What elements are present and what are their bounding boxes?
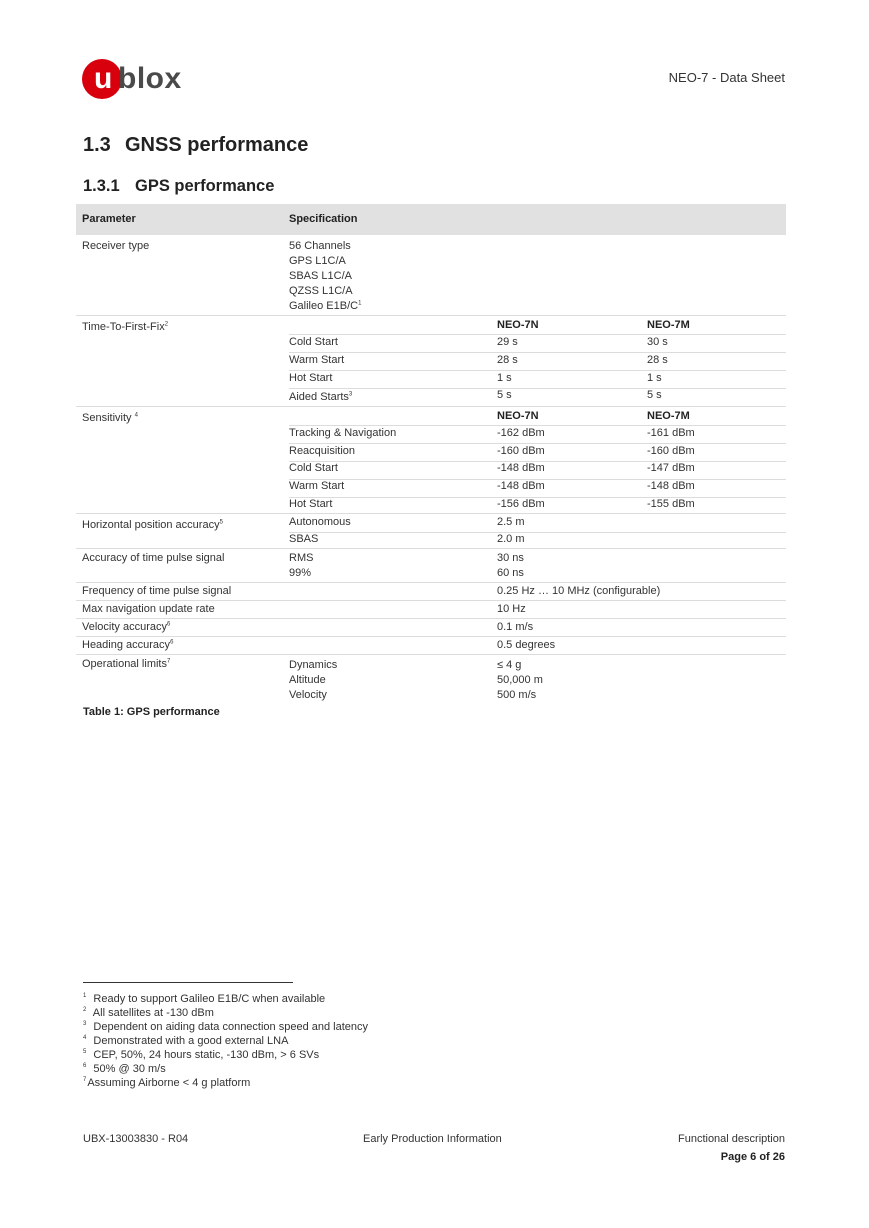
subsection-number: 1.3.1 <box>83 177 120 195</box>
row-max-nav-rate: Max navigation update rate 10 Hz <box>76 601 786 619</box>
footnote-6: $^6$ 50% @ 30 m/s <box>83 1063 166 1075</box>
row-horizontal-accuracy <box>76 514 786 549</box>
ttff-row: Warm Start 28 s 28 s <box>289 352 786 371</box>
sens-row: Reacquisition -160 dBm -160 dBm <box>289 443 786 462</box>
param-label: Time-To-First-Fix$^2$ <box>82 321 169 333</box>
ttff-row: Cold Start 29 s 30 s <box>289 334 786 353</box>
footnote-4: $^4$ Demonstrated with a good external LNA <box>83 1035 289 1047</box>
table-header <box>76 204 786 235</box>
ttff-row: Aided Starts$^3$ 5 s 5 s <box>289 389 662 403</box>
sens-row: Hot Start -156 dBm -155 dBm <box>289 498 695 510</box>
ttff-row: Hot Start 1 s 1 s <box>289 370 786 389</box>
param-label: Accuracy of time pulse signal <box>82 552 225 564</box>
row-sensitivity <box>76 407 786 514</box>
sens-row: Tracking & Navigation -162 dBm -161 dBm <box>289 425 786 444</box>
sens-col-header: NEO-7N NEO-7M <box>289 407 786 426</box>
param-label: Sensitivity $^4$ <box>82 412 138 424</box>
row-receiver-type <box>76 235 786 316</box>
row-operational-limits: Operational limits$^7$ Dynamics Altitude Velocity ≤ 4 g 50,000 m 500 m/s <box>82 658 543 701</box>
footer-section: Functional description <box>677 1133 785 1145</box>
hpa-row: SBAS 2.0 m <box>289 533 525 545</box>
param-label: Horizontal position accuracy$^5$ <box>82 519 223 531</box>
param-label: Receiver type <box>82 240 150 252</box>
section-title: GNSS performance <box>125 134 309 156</box>
footnote-2: $^2$ All satellites at -130 dBm <box>83 1007 214 1019</box>
footnote-7: $^7$Assuming Airborne < 4 g platform <box>83 1077 251 1089</box>
row-timepulse-accuracy <box>76 549 786 583</box>
sens-row: Cold Start -148 dBm -147 dBm <box>289 461 786 480</box>
oplimits-names: Dynamics Altitude Velocity <box>289 659 338 701</box>
receiver-lines: 56 Channels GPS L1C/A SBAS L1C/A QZSS L1C/A Galileo $E1B/C^1$ <box>289 240 362 312</box>
footer-status: Early Production Information <box>363 1133 502 1145</box>
ttff-col-header: NEO-7N NEO-7M <box>289 316 786 335</box>
timepulse-values: 30 ns 60 ns <box>497 552 524 579</box>
footnote-3: $^3$ Dependent on aiding data connection speed and latency <box>83 1021 369 1033</box>
row-velocity-accuracy: Velocity accuracy$^6$ 0.1 m/s <box>76 619 786 637</box>
subsection-heading <box>83 177 274 196</box>
doc-title: NEO-7 - Data Sheet <box>668 70 785 85</box>
footnotes <box>83 992 368 1090</box>
logo-u: u <box>94 62 113 95</box>
footnote-1: $^1$ Ready to support Galileo E1B/C when available <box>83 993 326 1005</box>
footer-doc-id: UBX-13003830 - R04 <box>83 1133 189 1145</box>
oplimits-values: ≤ 4 g 50,000 m 500 m/s <box>497 659 543 701</box>
ublox-logo <box>82 56 192 102</box>
timepulse-names: RMS 99% <box>289 552 314 579</box>
section-number: 1.3 <box>83 134 111 156</box>
logo-text: blox <box>118 62 182 95</box>
row-heading-accuracy: Heading accuracy$^6$ 0.5 degrees <box>76 637 786 655</box>
header-specification: Specification <box>289 213 358 225</box>
table-caption: Table 1: GPS performance <box>83 706 220 718</box>
section-heading <box>83 134 308 157</box>
hpa-row: Autonomous 2.5 m <box>289 514 786 533</box>
sens-row: Warm Start -148 dBm -148 dBm <box>289 479 786 498</box>
page-number: Page 6 of 26 <box>720 1151 785 1163</box>
row-frequency: Frequency of time pulse signal 0.25 Hz … 10 MHz (configurable) <box>76 583 786 601</box>
header-parameter: Parameter <box>82 213 136 225</box>
gps-performance-table <box>76 204 786 705</box>
footnote-divider <box>83 982 293 983</box>
footnote-5: $^5$ CEP, 50%, 24 hours static, -130 dBm, > 6 SVs <box>83 1049 320 1061</box>
subsection-title: GPS performance <box>135 177 275 195</box>
row-ttff <box>76 316 786 407</box>
